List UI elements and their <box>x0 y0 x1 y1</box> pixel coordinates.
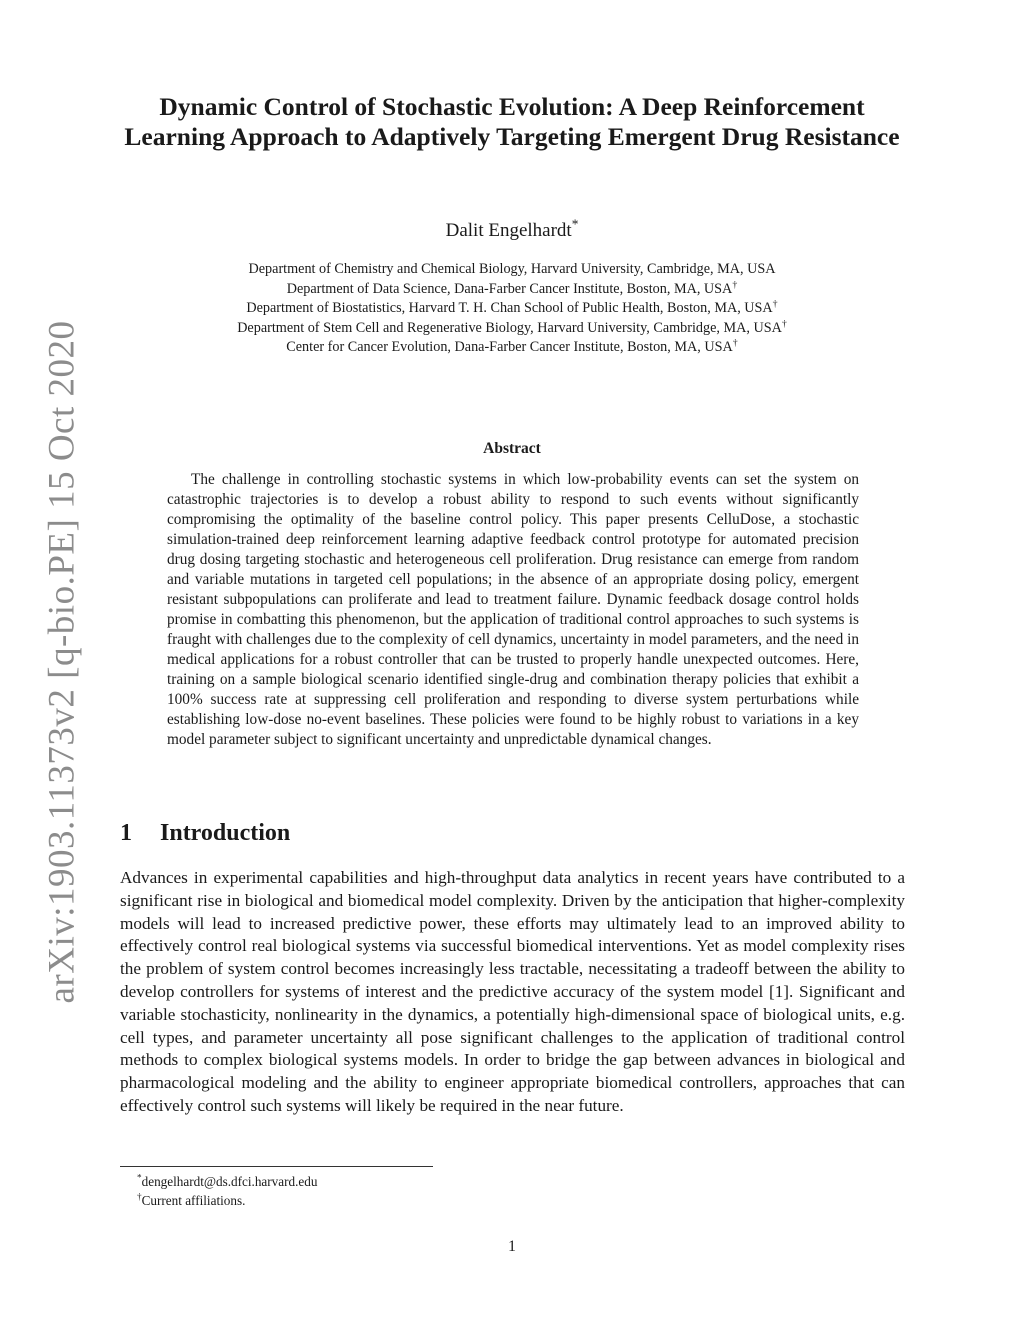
footnote-text: Current affiliations. <box>141 1193 246 1208</box>
affiliation-line: Department of Data Science, Dana-Farber Cancer Institute, Boston, MA, USA† <box>286 278 738 297</box>
affiliation-line: Department of Stem Cell and Regenerative Biology, Harvard University, Cambridge, MA, USA† <box>237 317 787 336</box>
footnotes-block <box>137 1172 317 1210</box>
author-name: Dalit Engelhardt <box>445 220 572 241</box>
footnote-email: dengelhardt@ds.dfci.harvard.edu <box>141 1174 318 1189</box>
section-number: 1 <box>120 820 132 846</box>
affiliation-line: Department of Biostatistics, Harvard T. H. Chan School of Public Health, Boston, MA, USA† <box>246 298 778 316</box>
footnote-rule <box>120 1166 433 1167</box>
author-footnote-mark: * <box>571 216 579 232</box>
affiliations-block <box>110 260 914 358</box>
section-title: Introduction <box>160 820 291 846</box>
affiliation-line: Center for Cancer Evolution, Dana-Farber Cancer Institute, Boston, MA, USA† <box>286 337 738 355</box>
footnote: *dengelhardt@ds.dfci.harvard.edu <box>137 1172 318 1189</box>
author-line <box>110 216 914 242</box>
introduction-text: Advances in experimental capabilities and high-throughput data analytics in recent years have contributed to a significant rise in biological and biomedical model complexity. Driven by the anticipation that higher-complexity models will lead to increased predictive power, these efforts may ultimately lead to an improved ability to effectively control real biological systems via successful biomedical interventions. Yet as model complexity rises the problem of system control becomes increasingly less tractable, necessitating a tradeoff between the ability to develop controllers for systems of interest and the predictive accuracy of the system model [1]. Significant and variable stochasticity, nonlinearity in the dynamics, a potentially high-dimensional space of biological units, e.g. cell types, and parameter uncertainty all pose significant challenges to the application of traditional control methods to complex biological systems models. In order to bridge the gap between advances in biological and pharmacological modeling and the ability to engineer appropriate biomedical controllers, approaches that can effectively control such systems will likely be required in the near future. <box>120 868 905 1115</box>
section-heading <box>120 820 290 847</box>
abstract-heading: Abstract <box>483 440 541 457</box>
arxiv-identifier-stamp: arXiv:1903.11373v2 [q-bio.PE] 15 Oct 2020 <box>41 320 83 1004</box>
footnote: †Current affiliations. <box>137 1191 246 1208</box>
abstract-text: The challenge in controlling stochastic systems in which low-probability events can set the system on catastrophic trajectories is to develop a robust ability to respond to such events without significantly compromising the optimality of the baseline control policy. This paper presents CelluDose, a stochastic simulation-trained deep reinforcement learning adaptive feedback control prototype for automated precision drug dosing targeting stochastic and heterogeneous cell proliferation. Drug resistance can emerge from random and variable mutations in targeted cell populations; in the absence of an appropriate dosing policy, emergent resistant subpopulations can proliferate and lead to treatment failure. Dynamic feedback dosage control holds promise in combatting this phenomenon, but the application of traditional control approaches to such systems is fraught with challenges due to the complexity of cell dynamics, uncertainty in model parameters, and the need in medical applications for a robust controller that can be trusted to properly handle unexpected outcomes. Here, training on a sample biological scenario identified single-drug and combination therapy policies that exhibit a 100% success rate at suppressing cell proliferation and responding to diverse system perturbations while establishing low-dose no-event baselines. These policies were found to be highly robust to variations in a key model parameter subject to significant uncertainty and unpredictable dynamical changes. <box>167 471 859 748</box>
affiliation-line: Department of Chemistry and Chemical Biology, Harvard University, Cambridge, MA, USA <box>248 261 776 277</box>
paper-title: Dynamic Control of Stochastic Evolution: A Deep Reinforcement Learning Approach to Adaptively Targeting Emergent Drug Resistance <box>124 92 900 151</box>
page-number: 1 <box>508 1238 516 1255</box>
